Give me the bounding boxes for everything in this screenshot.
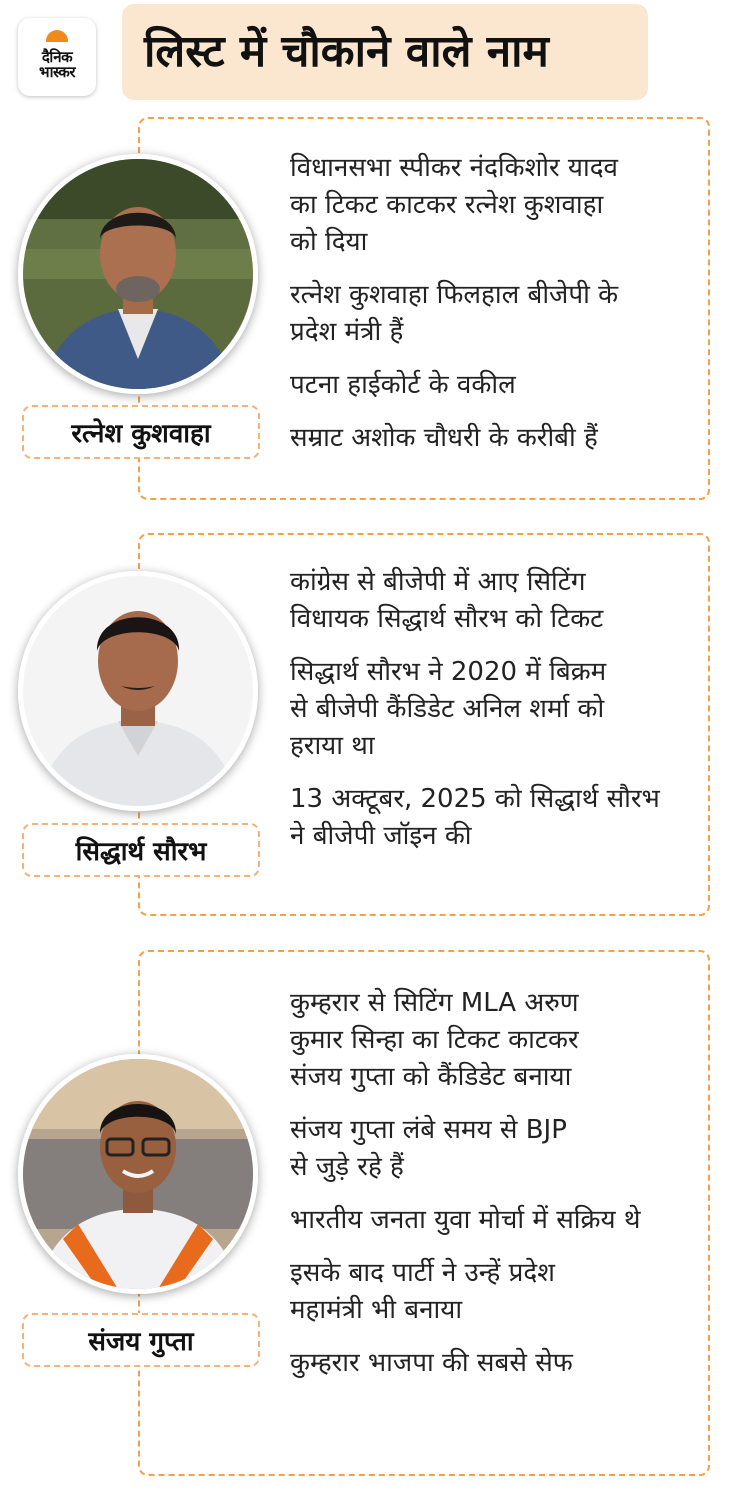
profile-photo-2 xyxy=(18,571,258,811)
list-item: विधानसभा स्पीकर नंदकिशोर यादव का टिकट काटकर रत्नेश कुशवाहा को दिया xyxy=(290,153,619,257)
logo-text: दैनिक भास्कर xyxy=(39,48,75,81)
page-title: लिस्ट में चौकाने वाले नाम xyxy=(144,26,549,77)
list-item: कुम्हरार भाजपा की सबसे सेफ xyxy=(290,1348,573,1378)
person-photo-icon xyxy=(23,576,253,806)
list-item: इसके बाद पार्टी ने उन्हें प्रदेश महामंत्री भी बनाया xyxy=(290,1258,555,1325)
person-photo-icon xyxy=(23,1059,253,1289)
header-banner xyxy=(122,4,648,100)
list-item: रत्नेश कुशवाहा फिलहाल बीजेपी के प्रदेश मंत्री हैं xyxy=(290,280,619,347)
list-item: सिद्धार्थ सौरभ ने 2020 में बिक्रम से बीजेपी कैंडिडेट अनिल शर्मा को हराया था xyxy=(290,657,607,761)
points-list-3 xyxy=(290,985,708,1398)
list-item: 13 अक्टूबर, 2025 को सिद्धार्थ सौरभ ने बीजेपी जॉइन की xyxy=(290,784,660,851)
list-item: पटना हाईकोर्ट के वकील xyxy=(290,370,516,400)
name-tag-2: सिद्धार्थ सौरभ xyxy=(22,823,260,877)
dainik-bhaskar-logo xyxy=(18,18,96,96)
list-item: सम्राट अशोक चौधरी के करीबी हैं xyxy=(290,423,598,453)
list-item: कुम्हरार से सिटिंग MLA अरुण कुमार सिन्हा का टिकट काटकर संजय गुप्ता को कैंडिडेट बनाया xyxy=(290,988,579,1092)
points-list-2 xyxy=(290,564,708,871)
profile-photo-1 xyxy=(18,154,258,394)
list-item: संजय गुप्ता लंबे समय से BJP से जुड़े रहे हैं xyxy=(290,1115,567,1182)
person-photo-icon xyxy=(23,159,253,389)
name-tag-3: संजय गुप्ता xyxy=(22,1313,260,1367)
list-item: भारतीय जनता युवा मोर्चा में सक्रिय थे xyxy=(290,1205,641,1235)
list-item: कांग्रेस से बीजेपी में आए सिटिंग विधायक सिद्धार्थ सौरभ को टिकट xyxy=(290,567,604,634)
sun-icon xyxy=(46,30,68,42)
points-list-1 xyxy=(290,150,708,473)
name-tag-1: रत्नेश कुशवाहा xyxy=(22,405,260,459)
profile-photo-3 xyxy=(18,1054,258,1294)
